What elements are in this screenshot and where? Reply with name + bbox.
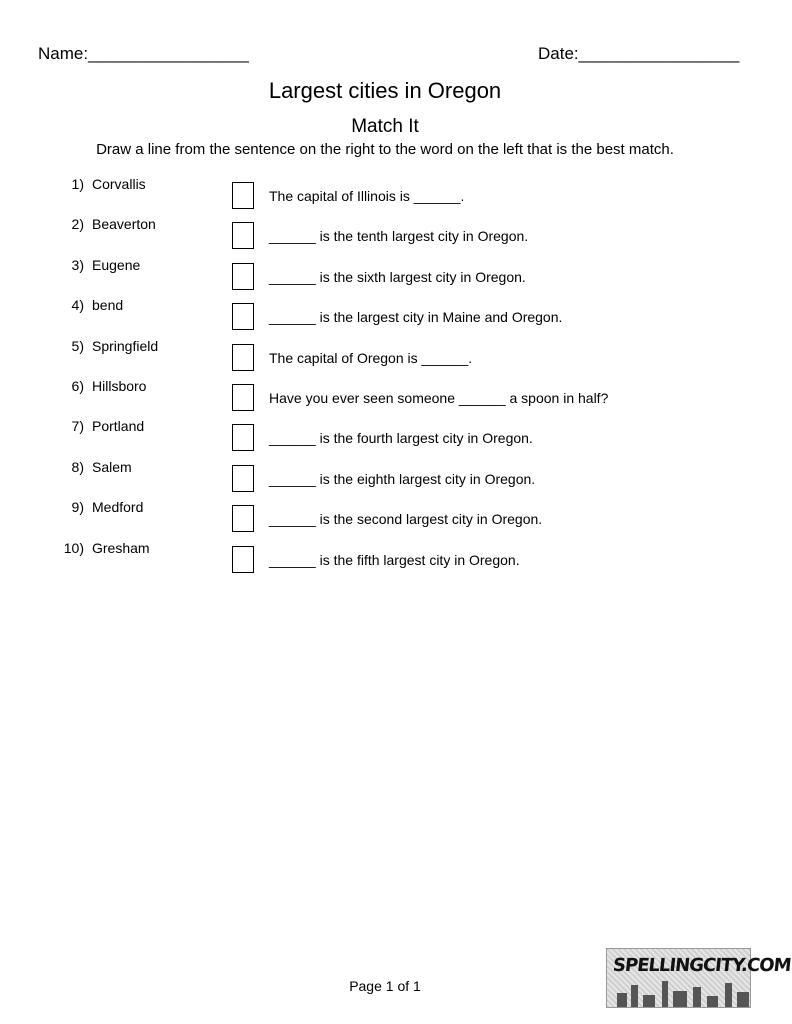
match-sentence: ______ is the fourth largest city in Oregon. [269,430,533,447]
word-text: Beaverton [92,216,156,233]
match-sentence: ______ is the tenth largest city in Oregon. [269,228,529,245]
name-field-label: Name:_________________ [38,44,249,63]
word-number: 8) [71,458,84,475]
worksheet-title: Largest cities in Oregon [268,78,502,103]
word-number: 5) [71,337,84,354]
match-sentence: ______ is the second largest city in Oregon. [269,511,543,528]
word-number: 3) [71,256,84,273]
word-text: Springfield [92,337,159,354]
spellingcity-logo [606,948,792,1008]
word-text: Salem [92,458,132,475]
word-text: Portland [92,418,145,435]
word-text: bend [92,297,124,314]
answer-box[interactable] [232,546,254,573]
match-sentence: The capital of Oregon is ______. [269,349,473,366]
answer-box[interactable] [232,303,254,330]
word-number: 10) [63,539,84,556]
answer-box[interactable] [232,222,254,249]
date-field-label: Date:_________________ [538,44,740,63]
word-number: 2) [71,216,84,233]
word-number: 9) [71,499,84,516]
page-number: Page 1 of 1 [349,978,421,994]
word-text: Hillsboro [92,378,147,394]
match-sentence: ______ is the eighth largest city in Oregon. [269,470,536,487]
word-number: 6) [71,378,84,394]
answer-box[interactable] [232,505,254,532]
worksheet-subtitle: Match It [351,116,419,137]
answer-box[interactable] [232,384,254,411]
word-text: Corvallis [92,176,146,192]
word-text: Eugene [92,256,141,273]
logo-text: SPELLINGCITY.COM [611,955,792,976]
word-number: 7) [71,418,84,435]
answer-box[interactable] [232,263,254,290]
match-sentence: ______ is the largest city in Maine and Oregon. [269,309,563,326]
word-number: 1) [71,176,84,192]
word-number: 4) [71,297,84,314]
answer-box[interactable] [232,424,254,451]
match-sentence: The capital of Illinois is ______. [269,188,465,204]
match-sentence: Have you ever seen someone ______ a spoon in half? [269,390,609,406]
match-sentence: ______ is the fifth largest city in Oregon. [269,551,520,568]
answer-box[interactable] [232,182,254,209]
match-sentence: ______ is the sixth largest city in Oregon. [269,268,526,285]
answer-box[interactable] [232,344,254,371]
instructions: Draw a line from the sentence on the right to the word on the left that is the best match. [96,141,674,158]
word-text: Medford [92,499,144,516]
word-text: Gresham [92,539,150,556]
answer-box[interactable] [232,465,254,492]
